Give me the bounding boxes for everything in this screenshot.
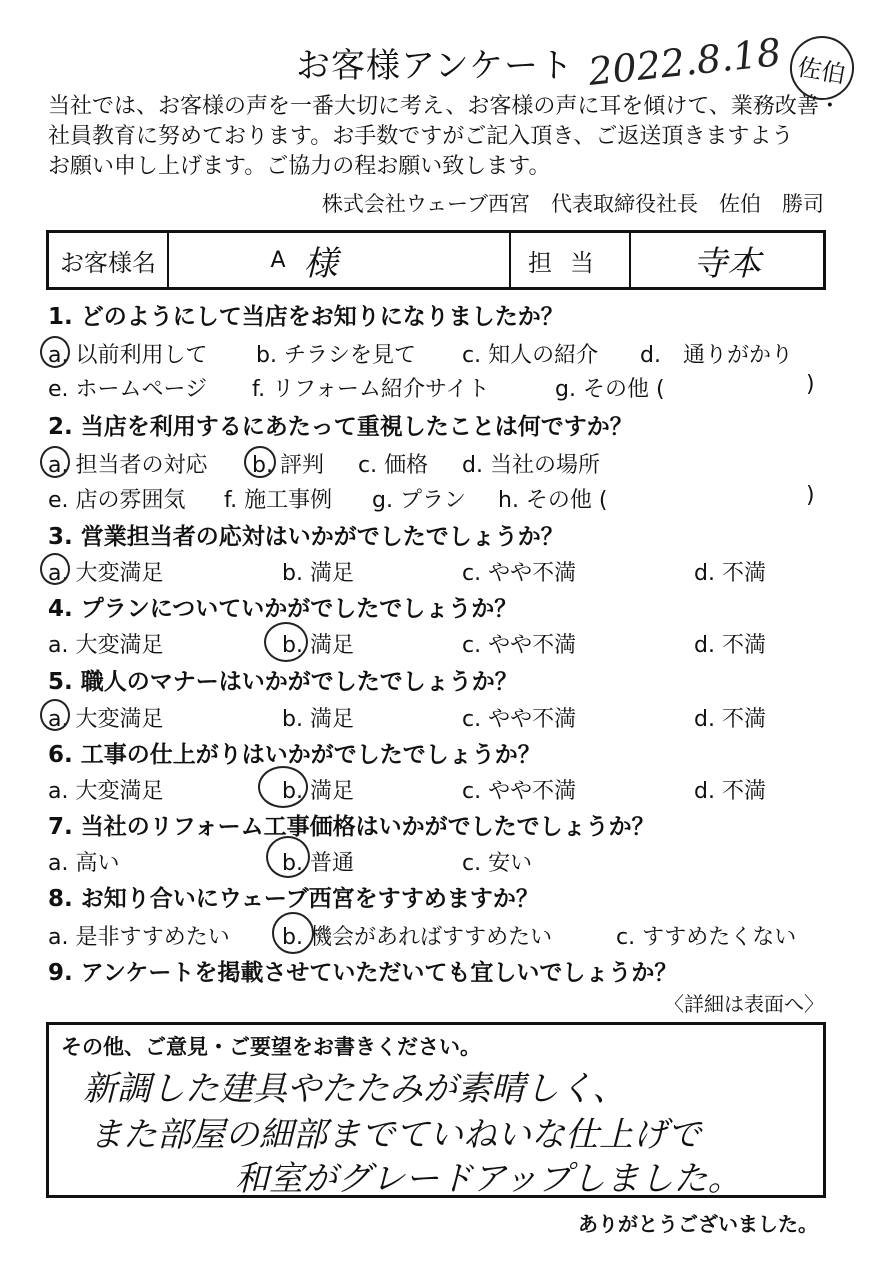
q6-option-b: b. 満足	[282, 779, 354, 804]
q2-option-d: d. 当社の場所	[462, 453, 600, 478]
question-8: 8. お知り合いにウェーブ西宮をすすめますか？	[48, 886, 539, 912]
comment-line: また部屋の細部までていねいな仕上げで	[89, 1115, 701, 1155]
q2-option-h: h. その他 (	[498, 488, 608, 513]
thanks-text: ありがとうございました。	[578, 1212, 818, 1236]
q3-option-d: d. 不満	[694, 561, 766, 586]
q6-option-d: d. 不満	[694, 779, 766, 804]
comment-label: その他、ご意見・ご要望をお書きください。	[61, 1035, 481, 1059]
q7-option-c: c. 安い	[462, 851, 533, 876]
answer-circle	[258, 766, 308, 808]
answer-circle	[244, 446, 276, 478]
q1-option-d: d. 通りがかり	[640, 343, 793, 368]
q2-option-h-close: )	[806, 483, 815, 508]
q1-option-f: f. リフォーム紹介サイト	[252, 377, 490, 402]
question-4: 4. プランについていかがでしたでしょうか？	[48, 596, 518, 622]
q5-option-b: b. 満足	[282, 707, 354, 732]
seal-stamp: 佐伯	[785, 31, 859, 105]
handwritten-date: 2022.8.18	[586, 30, 784, 94]
answer-circle	[40, 699, 70, 731]
customer-name-field	[169, 233, 511, 287]
company-signature: 株式会社ウェーブ西宮 代表取締役社長 佐伯 勝司	[321, 192, 824, 216]
q2-option-f: f. 施工事例	[224, 488, 333, 513]
q5-option-c: c. やや不満	[462, 707, 577, 732]
answer-circle	[40, 446, 70, 478]
q1-option-c: c. 知人の紹介	[462, 343, 599, 368]
q1-option-g: g. その他 (	[555, 377, 665, 402]
q6-option-a: a. 大変満足	[48, 779, 164, 804]
customer-label: お客様名	[49, 233, 169, 287]
comment-line: 新調した建具やたたみが素晴しく、	[83, 1069, 627, 1109]
question-6: 6. 工事の仕上がりはいかがでしたでしょうか？	[48, 742, 541, 768]
info-table	[46, 230, 826, 290]
q2-option-a: a. 担当者の対応	[48, 453, 208, 478]
intro-line: 当社では、お客様の声を一番大切に考え、お客様の声に耳を傾けて、業務改善・	[48, 94, 841, 119]
staff-name: 寺本	[693, 243, 761, 284]
q1-option-a: a. 以前利用して	[48, 343, 208, 368]
detail-note: 〈詳細は表面へ〉	[664, 992, 824, 1016]
question-1: 1. どのようにして当店をお知りになりましたか？	[48, 304, 564, 330]
q4-option-b: b. 満足	[282, 633, 354, 658]
answer-circle	[264, 622, 308, 662]
q1-option-b: b. チラシを見て	[256, 343, 416, 368]
q4-option-d: d. 不満	[694, 633, 766, 658]
staff-label: 担当	[511, 233, 631, 287]
q2-option-e: e. 店の雰囲気	[48, 488, 186, 513]
q5-option-d: d. 不満	[694, 707, 766, 732]
customer-suffix: 様	[303, 243, 338, 284]
answer-circle	[40, 336, 70, 368]
q8-option-a: a. 是非すすめたい	[48, 925, 230, 950]
q5-option-a: a. 大変満足	[48, 707, 164, 732]
q1-option-e: e. ホームページ	[48, 377, 208, 402]
q2-option-c: c. 価格	[358, 453, 429, 478]
q7-option-a: a. 高い	[48, 851, 120, 876]
q7-option-b: b. 普通	[282, 851, 354, 876]
answer-circle	[40, 553, 70, 585]
q3-option-b: b. 満足	[282, 561, 354, 586]
q2-option-b: b. 評判	[252, 453, 324, 478]
q4-option-c: c. やや不満	[462, 633, 577, 658]
intro-line: お願い申し上げます。ご協力の程お願い致します。	[48, 154, 551, 179]
intro-line: 社員教育に努めております。お手数ですがご記入頂き、ご返送頂きますよう	[48, 124, 794, 149]
q8-option-b: b. 機会があればすすめたい	[282, 925, 553, 950]
question-5: 5. 職人のマナーはいかがでしたでしょうか？	[48, 669, 518, 695]
comment-box	[46, 1022, 826, 1198]
comment-line: 和室がグレードアップしました。	[235, 1159, 742, 1199]
q3-option-c: c. やや不満	[462, 561, 577, 586]
q4-option-a: a. 大変満足	[48, 633, 164, 658]
q6-option-c: c. やや不満	[462, 779, 577, 804]
staff-name-field	[631, 233, 823, 287]
answer-circle	[272, 912, 314, 954]
customer-name: A	[270, 247, 286, 273]
question-2: 2. 当店を利用するにあたって重視したことは何ですか？	[48, 414, 633, 440]
question-3: 3. 営業担当者の応対はいかがでしたでしょうか？	[48, 524, 564, 550]
q1-option-g-close: )	[806, 372, 815, 397]
question-9: 9. アンケートを掲載させていただいても宜しいでしょうか？	[48, 960, 678, 986]
q8-option-c: c. すすめたくない	[616, 925, 797, 950]
page-title: お客様アンケート	[296, 46, 574, 86]
q3-option-a: a. 大変満足	[48, 561, 164, 586]
question-7: 7. 当社のリフォーム工事価格はいかがでしたでしょうか？	[48, 814, 655, 840]
q2-option-g: g. プラン	[372, 488, 466, 513]
answer-circle	[266, 836, 310, 878]
intro-text	[48, 92, 841, 182]
